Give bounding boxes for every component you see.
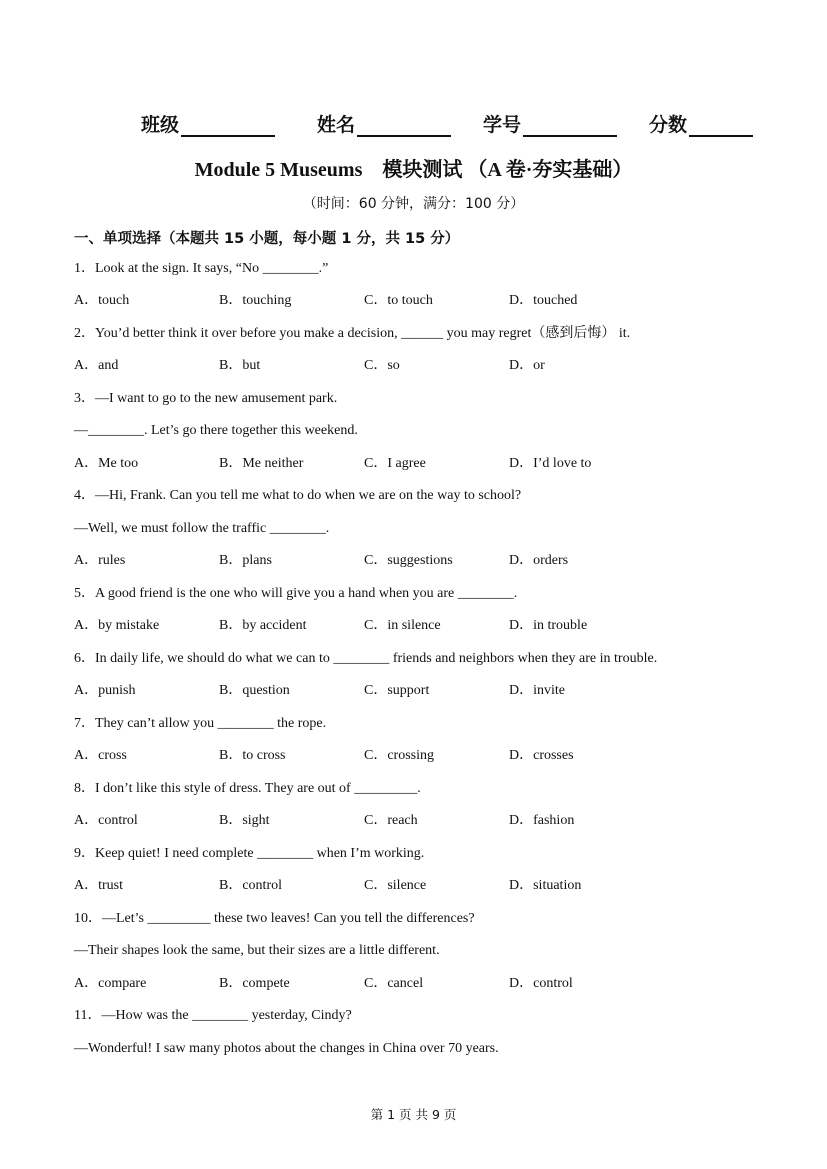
question-10-reply: —Their shapes look the same, but their sizes are a little different. (74, 943, 440, 958)
question-6-text: 6．In daily life, we should do what we can to ________ friends and neighbors when they are in trouble. (74, 651, 658, 666)
question-10-option-c: C．cancel (364, 976, 424, 991)
question-9-text: 9．Keep quiet! I need complete ________ when I’m working. (74, 846, 425, 861)
question-9-option-a: A．trust (74, 878, 123, 893)
question-4-option-d: D．orders (509, 553, 569, 568)
question-3-option-b: B．Me neither (219, 456, 304, 471)
question-8-option-b: B．sight (219, 813, 270, 828)
question-1-text: 1．Look at the sign. It says, “No ________.” (74, 261, 329, 276)
question-1-option-a: A．touch (74, 293, 130, 308)
question-5-options (74, 617, 774, 635)
question-10-text: 10．—Let’s _________ these two leaves! Can you tell the differences? (74, 911, 475, 926)
class-blank (181, 115, 275, 137)
question-6-options (74, 682, 774, 700)
question-4-option-b: B．plans (219, 553, 272, 568)
question-3-option-d: D．I’d love to (509, 456, 592, 471)
question-3-option-a: A．Me too (74, 456, 139, 471)
page-footer: 第 1 页 共 9 页 (370, 1107, 457, 1122)
name-field (317, 110, 451, 137)
question-9-option-c: C．silence (364, 878, 427, 893)
class-label: 班级 (141, 115, 180, 136)
page-title: Module 5 Museums 模块测试 （A 卷·夯实基础） (194, 159, 633, 181)
question-4-reply: —Well, we must follow the traffic ________. (74, 521, 330, 536)
question-7-option-a: A．cross (74, 748, 127, 763)
question-3-text: 3．—I want to go to the new amusement park. (74, 391, 338, 406)
question-4-options (74, 552, 774, 570)
question-10-option-b: B．compete (219, 976, 290, 991)
question-7-option-d: D．crosses (509, 748, 574, 763)
question-4-option-a: A．rules (74, 553, 126, 568)
score-label: 分数 (649, 115, 688, 136)
question-6-option-c: C．support (364, 683, 430, 698)
question-11-text: 11．—How was the ________ yesterday, Cindy? (74, 1008, 352, 1023)
question-1-options (74, 292, 774, 310)
question-2-options (74, 357, 774, 375)
question-10-options (74, 975, 774, 993)
question-2-text: 2．You’d better think it over before you make a decision, ______ you may regret（感到后悔） it. (74, 326, 631, 341)
question-9-option-b: B．control (219, 878, 282, 893)
student-info-row (0, 110, 827, 140)
question-7-text: 7．They can’t allow you ________ the rope. (74, 716, 327, 731)
question-5-option-b: B．by accident (219, 618, 307, 633)
score-field (649, 110, 753, 137)
score-blank (689, 115, 753, 137)
question-8-options (74, 812, 774, 830)
question-7-option-b: B．to cross (219, 748, 286, 763)
name-label: 姓名 (317, 115, 356, 136)
question-6-option-a: A．punish (74, 683, 136, 698)
question-2-option-c: C．so (364, 358, 400, 373)
student-number-field (483, 110, 617, 137)
question-7-option-c: C．crossing (364, 748, 434, 763)
question-10-option-a: A．compare (74, 976, 147, 991)
question-5-option-d: D．in trouble (509, 618, 588, 633)
question-2-option-d: D．or (509, 358, 545, 373)
question-4-text: 4．—Hi, Frank. Can you tell me what to do when we are on the way to school? (74, 488, 522, 503)
question-5-option-a: A．by mistake (74, 618, 160, 633)
question-3-options (74, 455, 774, 473)
name-blank (357, 115, 451, 137)
question-8-option-d: D．fashion (509, 813, 575, 828)
question-3-reply: —________. Let’s go there together this weekend. (74, 423, 358, 438)
question-8-option-c: C．reach (364, 813, 418, 828)
question-1-option-c: C．to touch (364, 293, 433, 308)
student-number-blank (523, 115, 617, 137)
question-5-text: 5．A good friend is the one who will give you a hand when you are ________. (74, 586, 518, 601)
question-2-option-a: A．and (74, 358, 119, 373)
question-6-option-d: D．invite (509, 683, 565, 698)
question-1-option-d: D．touched (509, 293, 578, 308)
question-6-option-b: B．question (219, 683, 290, 698)
class-field (141, 110, 275, 137)
question-10-option-d: D．control (509, 976, 573, 991)
question-7-options (74, 747, 774, 765)
question-8-option-a: A．control (74, 813, 138, 828)
question-9-option-d: D．situation (509, 878, 582, 893)
question-3-option-c: C．I agree (364, 456, 426, 471)
question-8-text: 8．I don’t like this style of dress. They are out of _________. (74, 781, 421, 796)
question-11-reply: —Wonderful! I saw many photos about the changes in China over 70 years. (74, 1041, 499, 1056)
question-9-options (74, 877, 774, 895)
section-heading: 一、单项选择（本题共 15 小题，每小题 1 分，共 15 分） (74, 231, 460, 247)
student-number-label: 学号 (483, 115, 522, 136)
question-1-option-b: B．touching (219, 293, 292, 308)
question-5-option-c: C．in silence (364, 618, 441, 633)
exam-subtitle: （时间：60 分钟，满分：100 分） (302, 196, 525, 212)
question-2-option-b: B．but (219, 358, 261, 373)
question-4-option-c: C．suggestions (364, 553, 453, 568)
